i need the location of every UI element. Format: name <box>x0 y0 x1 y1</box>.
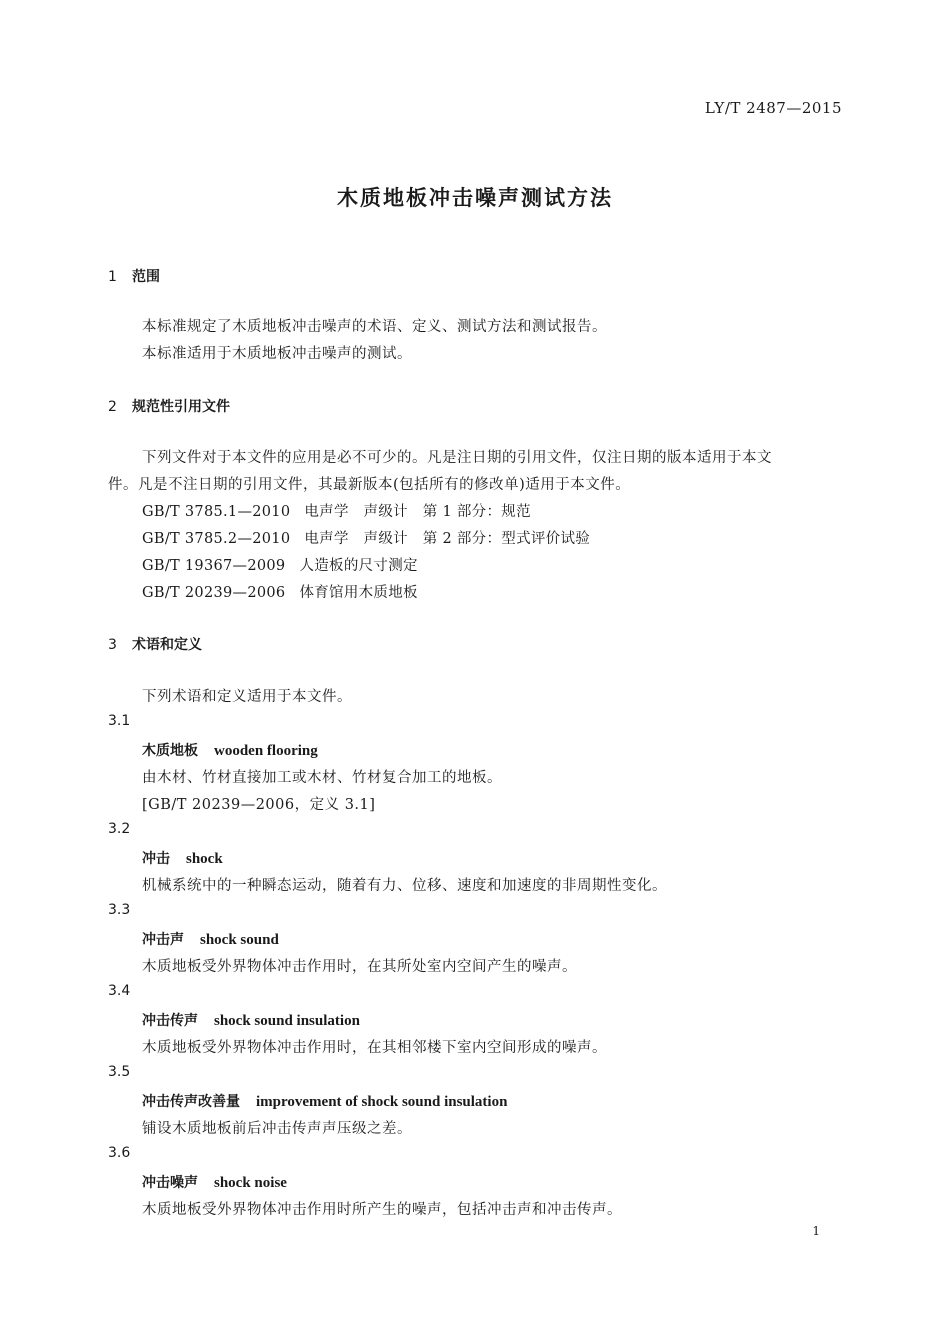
term-source: [GB/T 20239—2006，定义 3.1] <box>142 797 376 813</box>
reference-name: 电声学 声级计 第 2 部分：型式评价试验 <box>304 531 591 547</box>
term-number: 3.3 <box>108 902 131 918</box>
section-3-heading <box>108 634 202 654</box>
page-number: 1 <box>812 1224 820 1238</box>
reference-item <box>142 500 531 521</box>
term-en: improvement of shock sound insulation <box>256 1094 508 1110</box>
term-number: 3.1 <box>108 713 131 729</box>
term-en: wooden flooring <box>214 743 318 759</box>
section-number: 1 <box>108 269 117 285</box>
reference-name: 电声学 声级计 第 1 部分：规范 <box>304 504 531 520</box>
section-title: 规范性引用文件 <box>132 399 230 415</box>
section-number: 2 <box>108 399 117 415</box>
term-en: shock noise <box>214 1175 287 1191</box>
term-definition: 木质地板受外界物体冲击作用时，在其所处室内空间产生的噪声。 <box>142 959 577 975</box>
term-heading <box>142 929 279 949</box>
reference-code: GB/T 3785.2—2010 <box>142 531 291 547</box>
term-heading <box>142 1172 287 1192</box>
reference-code: GB/T 19367—2009 <box>142 558 286 574</box>
term-heading <box>142 1091 507 1111</box>
term-zh: 冲击 <box>142 851 170 867</box>
reference-code: GB/T 3785.1—2010 <box>142 504 291 520</box>
paragraph-continuation: 件。凡是不注日期的引用文件，其最新版本(包括所有的修改单)适用于本文件。 <box>108 477 631 493</box>
reference-code: GB/T 20239—2006 <box>142 585 286 601</box>
reference-item <box>142 554 418 575</box>
term-number: 3.2 <box>108 821 131 837</box>
paragraph: 本标准适用于木质地板冲击噪声的测试。 <box>142 346 412 362</box>
section-number: 3 <box>108 637 117 653</box>
section-title: 范围 <box>132 269 160 285</box>
paragraph: 本标准规定了木质地板冲击噪声的术语、定义、测试方法和测试报告。 <box>142 319 607 335</box>
term-zh: 冲击噪声 <box>142 1175 198 1191</box>
term-en: shock sound insulation <box>214 1013 360 1029</box>
term-zh: 冲击传声改善量 <box>142 1094 240 1110</box>
term-definition: 由木材、竹材直接加工或木材、竹材复合加工的地板。 <box>142 770 502 786</box>
term-number: 3.6 <box>108 1145 131 1161</box>
term-zh: 冲击传声 <box>142 1013 198 1029</box>
term-definition: 机械系统中的一种瞬态运动，随着有力、位移、速度和加速度的非周期性变化。 <box>142 878 667 894</box>
term-en: shock <box>186 851 223 867</box>
term-definition: 木质地板受外界物体冲击作用时，在其相邻楼下室内空间形成的噪声。 <box>142 1040 607 1056</box>
paragraph: 下列术语和定义适用于本文件。 <box>142 689 352 705</box>
reference-item <box>142 581 418 602</box>
term-number: 3.4 <box>108 983 131 999</box>
term-zh: 冲击声 <box>142 932 184 948</box>
term-heading <box>142 1010 360 1030</box>
term-definition: 木质地板受外界物体冲击作用时所产生的噪声，包括冲击声和冲击传声。 <box>142 1202 622 1218</box>
term-heading <box>142 848 223 868</box>
section-1-heading <box>108 266 160 286</box>
standard-number: LY/T 2487—2015 <box>704 99 842 117</box>
section-title: 术语和定义 <box>132 637 202 653</box>
term-zh: 木质地板 <box>142 743 198 759</box>
term-number: 3.5 <box>108 1064 131 1080</box>
reference-item <box>142 527 590 548</box>
reference-name: 人造板的尺寸测定 <box>299 558 418 574</box>
paragraph: 下列文件对于本文件的应用是必不可少的。凡是注日期的引用文件，仅注日期的版本适用于本文 <box>142 450 772 466</box>
section-2-heading <box>108 396 230 416</box>
document-title: 木质地板冲击噪声测试方法 <box>337 186 613 210</box>
term-heading <box>142 740 318 760</box>
term-en: shock sound <box>200 932 279 948</box>
term-definition: 铺设木质地板前后冲击传声声压级之差。 <box>142 1121 412 1137</box>
reference-name: 体育馆用木质地板 <box>299 585 418 601</box>
